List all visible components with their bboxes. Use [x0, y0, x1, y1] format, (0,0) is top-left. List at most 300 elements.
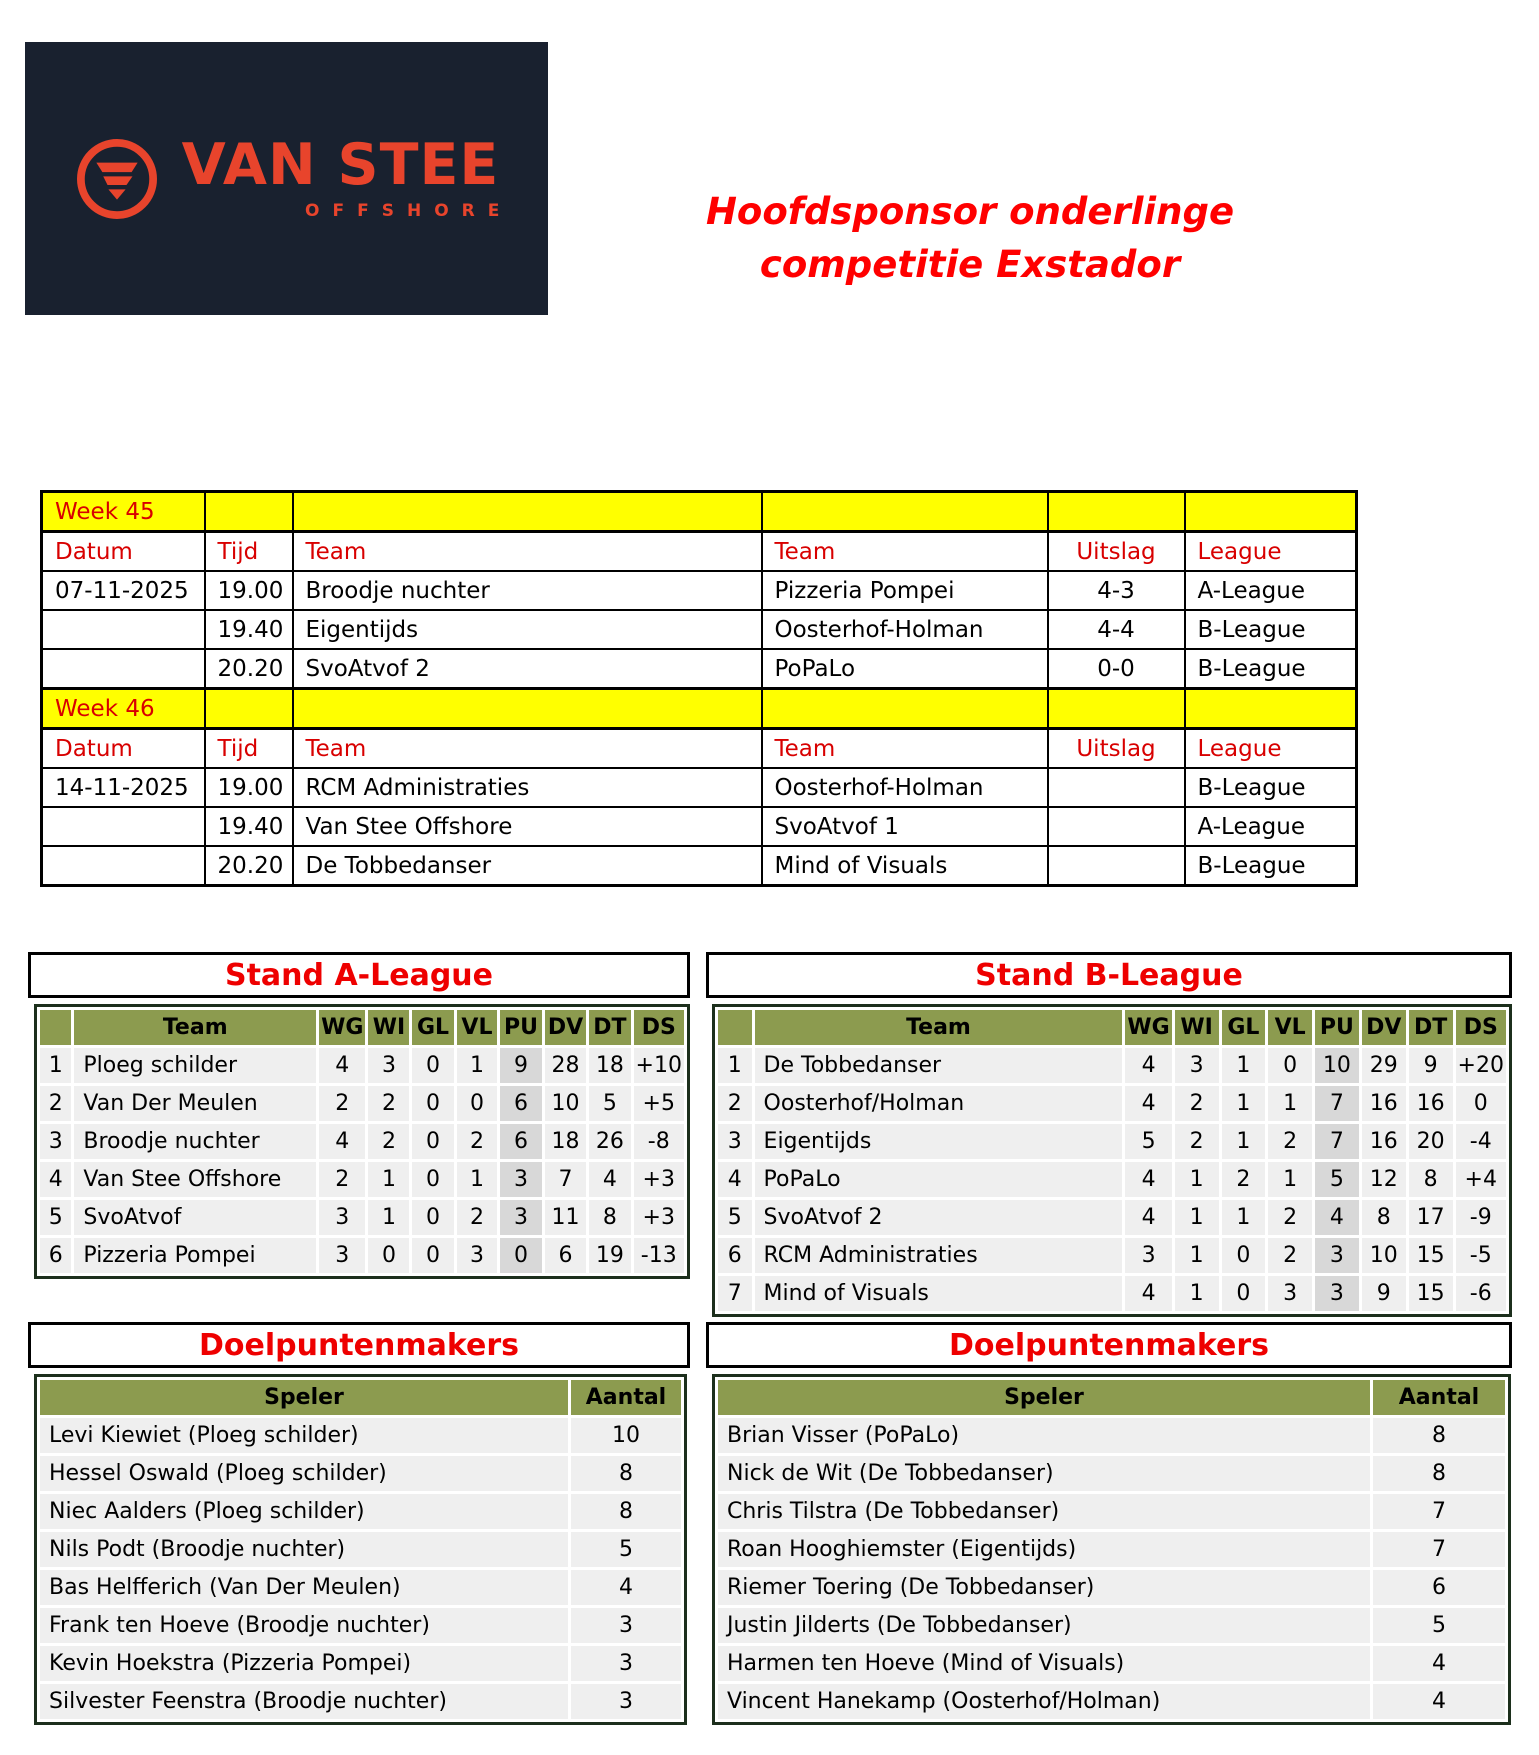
tijd-cell: 19.00 — [205, 768, 293, 807]
ds-cell: +20 — [1456, 1048, 1507, 1083]
away-team-cell: Mind of Visuals — [762, 846, 1048, 886]
standings-b-table — [715, 1007, 1509, 1314]
wi-cell: 3 — [368, 1048, 409, 1083]
position-cell: 5 — [718, 1200, 752, 1235]
wg-cell: 4 — [1125, 1200, 1171, 1235]
scorer-row — [40, 1532, 681, 1567]
scorers-header-row — [718, 1380, 1505, 1415]
standings-row — [40, 1238, 684, 1273]
col-header-wi: WI — [368, 1010, 409, 1045]
player-cell: Kevin Hoekstra (Pizzeria Pompei) — [40, 1646, 568, 1681]
goals-cell: 3 — [571, 1608, 681, 1643]
player-cell: Levi Kiewiet (Ploeg schilder) — [40, 1418, 568, 1453]
col-header-dv: DV — [1362, 1010, 1406, 1045]
col-header-aantal: Aantal — [571, 1380, 681, 1415]
league-cell: B-League — [1185, 610, 1357, 649]
vl-cell: 2 — [1268, 1238, 1312, 1273]
dt-cell: 19 — [589, 1238, 630, 1273]
wg-cell: 2 — [319, 1162, 365, 1197]
home-team-cell: Van Stee Offshore — [293, 807, 762, 846]
player-cell: Nick de Wit (De Tobbedanser) — [718, 1456, 1370, 1491]
goals-cell: 8 — [571, 1456, 681, 1491]
datum-cell — [42, 807, 205, 846]
uitslag-cell — [1048, 768, 1185, 807]
player-cell: Nils Podt (Broodje nuchter) — [40, 1532, 568, 1567]
away-team-cell: Oosterhof-Holman — [762, 610, 1048, 649]
scorer-row — [718, 1608, 1505, 1643]
col-header-pu: PU — [500, 1010, 541, 1045]
col-header-aantal: Aantal — [1373, 1380, 1505, 1415]
player-cell: Vincent Hanekamp (Oosterhof/Holman) — [718, 1684, 1370, 1719]
position-cell: 5 — [40, 1200, 71, 1235]
schedule-row — [42, 571, 1357, 610]
scorer-row — [718, 1570, 1505, 1605]
dt-cell: 20 — [1409, 1124, 1453, 1159]
wi-cell: 0 — [368, 1238, 409, 1273]
uitslag-cell: 0-0 — [1048, 649, 1185, 689]
goals-cell: 5 — [571, 1532, 681, 1567]
standings-row — [40, 1200, 684, 1235]
goals-cell: 4 — [1373, 1646, 1505, 1681]
stand-a-league-zone — [28, 1004, 690, 1322]
vl-cell: 2 — [1268, 1124, 1312, 1159]
pu-cell: 3 — [500, 1162, 541, 1197]
tijd-cell: 19.40 — [205, 610, 293, 649]
col-header-datum: Datum — [42, 532, 205, 572]
player-cell: Chris Tilstra (De Tobbedanser) — [718, 1494, 1370, 1529]
col-header-pu: PU — [1315, 1010, 1359, 1045]
standings-row — [718, 1048, 1506, 1083]
away-team-cell: PoPaLo — [762, 649, 1048, 689]
week-46-row — [42, 689, 1357, 729]
wi-cell: 1 — [1175, 1162, 1219, 1197]
standings-row — [718, 1086, 1506, 1121]
team-cell: Van Stee Offshore — [74, 1162, 316, 1197]
pu-cell: 3 — [500, 1200, 541, 1235]
wi-cell: 1 — [1175, 1276, 1219, 1311]
vl-cell: 1 — [1268, 1162, 1312, 1197]
goals-cell: 5 — [1373, 1608, 1505, 1643]
player-cell: Riemer Toering (De Tobbedanser) — [718, 1570, 1370, 1605]
dt-cell: 15 — [1409, 1238, 1453, 1273]
gl-cell: 2 — [1222, 1162, 1266, 1197]
goals-cell: 8 — [571, 1494, 681, 1529]
league-boards — [28, 952, 1539, 1729]
col-header-speler: Speler — [40, 1380, 568, 1415]
col-header-league: League — [1185, 532, 1357, 572]
player-cell: Niec Aalders (Ploeg schilder) — [40, 1494, 568, 1529]
col-header-team2: Team — [762, 532, 1048, 572]
goals-cell: 7 — [1373, 1494, 1505, 1529]
league-cell: B-League — [1185, 649, 1357, 689]
ds-cell: +5 — [634, 1086, 685, 1121]
wg-cell: 4 — [1125, 1162, 1171, 1197]
dv-cell: 11 — [545, 1200, 587, 1235]
vl-cell: 1 — [457, 1048, 498, 1083]
uitslag-cell — [1048, 846, 1185, 886]
player-cell: Harmen ten Hoeve (Mind of Visuals) — [718, 1646, 1370, 1681]
gl-cell: 0 — [412, 1238, 453, 1273]
datum-cell — [42, 649, 205, 689]
uitslag-cell: 4-4 — [1048, 610, 1185, 649]
pu-cell: 3 — [1315, 1276, 1359, 1311]
col-header-wi: WI — [1175, 1010, 1219, 1045]
wg-cell: 5 — [1125, 1124, 1171, 1159]
pu-cell: 5 — [1315, 1162, 1359, 1197]
league-cell: A-League — [1185, 571, 1357, 610]
col-header-wg: WG — [319, 1010, 365, 1045]
dv-cell: 10 — [545, 1086, 587, 1121]
week-label: Week 46 — [42, 689, 205, 729]
wi-cell: 3 — [1175, 1048, 1219, 1083]
home-team-cell: SvoAtvof 2 — [293, 649, 762, 689]
standings-row — [718, 1276, 1506, 1311]
gl-cell: 0 — [1222, 1276, 1266, 1311]
vl-cell: 2 — [457, 1200, 498, 1235]
gl-cell: 0 — [412, 1200, 453, 1235]
pu-cell: 10 — [1315, 1048, 1359, 1083]
logo-brand-text: VAN STEE — [181, 131, 500, 198]
tijd-cell: 20.20 — [205, 846, 293, 886]
dt-cell: 8 — [1409, 1162, 1453, 1197]
ds-cell: -8 — [634, 1124, 685, 1159]
team-cell: Ploeg schilder — [74, 1048, 316, 1083]
ds-cell: -6 — [1456, 1276, 1507, 1311]
home-team-cell: De Tobbedanser — [293, 846, 762, 886]
col-header-tijd: Tijd — [205, 729, 293, 769]
col-header-team: Team — [74, 1010, 316, 1045]
team-cell: Oosterhof/Holman — [755, 1086, 1123, 1121]
schedule-row — [42, 846, 1357, 886]
col-header-dv: DV — [545, 1010, 587, 1045]
scorers-a-zone — [28, 1374, 690, 1729]
home-team-cell: Eigentijds — [293, 610, 762, 649]
pu-cell: 0 — [500, 1238, 541, 1273]
away-team-cell: SvoAtvof 1 — [762, 807, 1048, 846]
goals-cell: 8 — [1373, 1456, 1505, 1491]
pu-cell: 7 — [1315, 1086, 1359, 1121]
team-cell: De Tobbedanser — [755, 1048, 1123, 1083]
dt-cell: 5 — [589, 1086, 630, 1121]
schedule-header-row — [42, 729, 1357, 769]
schedule-row — [42, 768, 1357, 807]
dv-cell: 16 — [1362, 1124, 1406, 1159]
dt-cell: 16 — [1409, 1086, 1453, 1121]
van-stee-logo — [25, 42, 548, 315]
standings-row — [40, 1086, 684, 1121]
standings-row — [40, 1124, 684, 1159]
pu-cell: 3 — [1315, 1238, 1359, 1273]
goals-cell: 7 — [1373, 1532, 1505, 1567]
tijd-cell: 19.00 — [205, 571, 293, 610]
vl-cell: 0 — [1268, 1048, 1312, 1083]
player-cell: Bas Helfferich (Van Der Meulen) — [40, 1570, 568, 1605]
col-header-league: League — [1185, 729, 1357, 769]
standings-row — [40, 1048, 684, 1083]
schedule-row — [42, 807, 1357, 846]
scorer-row — [718, 1684, 1505, 1719]
position-cell: 3 — [40, 1124, 71, 1159]
away-team-cell: Oosterhof-Holman — [762, 768, 1048, 807]
standings-row — [718, 1162, 1506, 1197]
datum-cell: 14-11-2025 — [42, 768, 205, 807]
team-cell: Pizzeria Pompei — [74, 1238, 316, 1273]
standings-row — [718, 1238, 1506, 1273]
scorers-b-table — [715, 1377, 1508, 1722]
vl-cell: 1 — [457, 1162, 498, 1197]
wg-cell: 3 — [319, 1238, 365, 1273]
team-cell: SvoAtvof — [74, 1200, 316, 1235]
vl-cell: 0 — [457, 1086, 498, 1121]
col-header-speler: Speler — [718, 1380, 1370, 1415]
goals-cell: 10 — [571, 1418, 681, 1453]
scorer-row — [40, 1418, 681, 1453]
wg-cell: 3 — [319, 1200, 365, 1235]
goals-cell: 3 — [571, 1684, 681, 1719]
page-title — [625, 186, 1315, 291]
home-team-cell: RCM Administraties — [293, 768, 762, 807]
gl-cell: 1 — [1222, 1086, 1266, 1121]
team-cell: Mind of Visuals — [755, 1276, 1123, 1311]
gl-cell: 1 — [1222, 1200, 1266, 1235]
team-cell: Van Der Meulen — [74, 1086, 316, 1121]
datum-cell: 07-11-2025 — [42, 571, 205, 610]
league-cell: A-League — [1185, 807, 1357, 846]
col-header-gl: GL — [1222, 1010, 1266, 1045]
tijd-cell: 19.40 — [205, 807, 293, 846]
wi-cell: 2 — [368, 1086, 409, 1121]
team-cell: Broodje nuchter — [74, 1124, 316, 1159]
dv-cell: 12 — [1362, 1162, 1406, 1197]
schedule-header-row — [42, 532, 1357, 572]
team-cell: RCM Administraties — [755, 1238, 1123, 1273]
vl-cell: 2 — [457, 1124, 498, 1159]
col-header-gl: GL — [412, 1010, 453, 1045]
goals-cell: 4 — [1373, 1684, 1505, 1719]
team-cell: Eigentijds — [755, 1124, 1123, 1159]
week-45-row — [42, 492, 1357, 532]
uitslag-cell: 4-3 — [1048, 571, 1185, 610]
wi-cell: 2 — [1175, 1124, 1219, 1159]
col-header-team1: Team — [293, 532, 762, 572]
wi-cell: 1 — [368, 1162, 409, 1197]
league-cell: B-League — [1185, 846, 1357, 886]
schedule-row — [42, 610, 1357, 649]
dt-cell: 26 — [589, 1124, 630, 1159]
player-cell: Silvester Feenstra (Broodje nuchter) — [40, 1684, 568, 1719]
col-header-pos — [718, 1010, 752, 1045]
scorer-row — [718, 1532, 1505, 1567]
ds-cell: -13 — [634, 1238, 685, 1273]
scorers-a-title: Doelpuntenmakers — [28, 1322, 690, 1368]
gl-cell: 0 — [412, 1124, 453, 1159]
ds-cell: -5 — [1456, 1238, 1507, 1273]
gl-cell: 1 — [1222, 1048, 1266, 1083]
player-cell: Frank ten Hoeve (Broodje nuchter) — [40, 1608, 568, 1643]
league-cell: B-League — [1185, 768, 1357, 807]
logo-subtitle-text: OFFSHORE — [305, 200, 513, 221]
position-cell: 6 — [40, 1238, 71, 1273]
col-header-datum: Datum — [42, 729, 205, 769]
wg-cell: 4 — [319, 1048, 365, 1083]
col-header-team1: Team — [293, 729, 762, 769]
ds-cell: +3 — [634, 1162, 685, 1197]
uitslag-cell — [1048, 807, 1185, 846]
ds-cell: +3 — [634, 1200, 685, 1235]
gl-cell: 0 — [412, 1048, 453, 1083]
standings-header-row — [718, 1010, 1506, 1045]
dt-cell: 18 — [589, 1048, 630, 1083]
scorer-row — [40, 1494, 681, 1529]
col-header-dt: DT — [1409, 1010, 1453, 1045]
standings-row — [40, 1162, 684, 1197]
vl-cell: 3 — [457, 1238, 498, 1273]
vl-cell: 3 — [1268, 1276, 1312, 1311]
col-header-team2: Team — [762, 729, 1048, 769]
pu-cell: 7 — [1315, 1124, 1359, 1159]
dv-cell: 6 — [545, 1238, 587, 1273]
schedule-table — [40, 490, 1358, 887]
away-team-cell: Pizzeria Pompei — [762, 571, 1048, 610]
datum-cell — [42, 846, 205, 886]
pu-cell: 6 — [500, 1086, 541, 1121]
goals-cell: 6 — [1373, 1570, 1505, 1605]
gl-cell: 0 — [412, 1086, 453, 1121]
player-cell: Hessel Oswald (Ploeg schilder) — [40, 1456, 568, 1491]
page-title-line-1: Hoofdsponsor onderlinge — [705, 190, 1235, 233]
page-title-line-2: competitie Exstador — [759, 242, 1181, 286]
position-cell: 2 — [40, 1086, 71, 1121]
col-header-pos — [40, 1010, 71, 1045]
dt-cell: 9 — [1409, 1048, 1453, 1083]
wg-cell: 4 — [319, 1124, 365, 1159]
wg-cell: 4 — [1125, 1276, 1171, 1311]
wi-cell: 2 — [368, 1124, 409, 1159]
col-header-ds: DS — [1456, 1010, 1507, 1045]
scorer-row — [718, 1646, 1505, 1681]
col-header-dt: DT — [589, 1010, 630, 1045]
ds-cell: 0 — [1456, 1086, 1507, 1121]
dv-cell: 7 — [545, 1162, 587, 1197]
col-header-team: Team — [755, 1010, 1123, 1045]
wi-cell: 1 — [368, 1200, 409, 1235]
col-header-vl: VL — [457, 1010, 498, 1045]
dt-cell: 4 — [589, 1162, 630, 1197]
ds-cell: -9 — [1456, 1200, 1507, 1235]
team-cell: SvoAtvof 2 — [755, 1200, 1123, 1235]
ds-cell: +4 — [1456, 1162, 1507, 1197]
stand-b-league-title: Stand B-League — [706, 952, 1512, 998]
home-team-cell: Broodje nuchter — [293, 571, 762, 610]
vl-cell: 1 — [1268, 1086, 1312, 1121]
position-cell: 3 — [718, 1124, 752, 1159]
scorer-row — [40, 1684, 681, 1719]
wg-cell: 4 — [1125, 1086, 1171, 1121]
position-cell: 6 — [718, 1238, 752, 1273]
scorers-a-table — [37, 1377, 684, 1722]
player-cell: Roan Hooghiemster (Eigentijds) — [718, 1532, 1370, 1567]
player-cell: Brian Visser (PoPaLo) — [718, 1418, 1370, 1453]
col-header-vl: VL — [1268, 1010, 1312, 1045]
pu-cell: 6 — [500, 1124, 541, 1159]
dt-cell: 17 — [1409, 1200, 1453, 1235]
col-header-wg: WG — [1125, 1010, 1171, 1045]
wg-cell: 3 — [1125, 1238, 1171, 1273]
scorers-b-title: Doelpuntenmakers — [706, 1322, 1512, 1368]
dt-cell: 15 — [1409, 1276, 1453, 1311]
wi-cell: 2 — [1175, 1086, 1219, 1121]
standings-header-row — [40, 1010, 684, 1045]
standings-row — [718, 1200, 1506, 1235]
gl-cell: 0 — [412, 1162, 453, 1197]
position-cell: 4 — [40, 1162, 71, 1197]
col-header-uitslag: Uitslag — [1048, 532, 1185, 572]
position-cell: 1 — [718, 1048, 752, 1083]
position-cell: 2 — [718, 1086, 752, 1121]
van-stee-funnel-icon — [74, 136, 160, 222]
ds-cell: -4 — [1456, 1124, 1507, 1159]
stand-a-league-title: Stand A-League — [28, 952, 690, 998]
standings-a-table — [37, 1007, 687, 1276]
scorers-header-row — [40, 1380, 681, 1415]
position-cell: 7 — [718, 1276, 752, 1311]
wi-cell: 1 — [1175, 1200, 1219, 1235]
dv-cell: 8 — [1362, 1200, 1406, 1235]
scorers-b-zone — [706, 1374, 1512, 1729]
dv-cell: 29 — [1362, 1048, 1406, 1083]
gl-cell: 0 — [1222, 1238, 1266, 1273]
vl-cell: 2 — [1268, 1200, 1312, 1235]
scorer-row — [718, 1418, 1505, 1453]
dv-cell: 28 — [545, 1048, 587, 1083]
scorer-row — [40, 1570, 681, 1605]
scorer-row — [40, 1608, 681, 1643]
col-header-ds: DS — [634, 1010, 685, 1045]
datum-cell — [42, 610, 205, 649]
dv-cell: 16 — [1362, 1086, 1406, 1121]
week-label: Week 45 — [42, 492, 205, 532]
wg-cell: 2 — [319, 1086, 365, 1121]
ds-cell: +10 — [634, 1048, 685, 1083]
scorer-row — [718, 1494, 1505, 1529]
dt-cell: 8 — [589, 1200, 630, 1235]
goals-cell: 3 — [571, 1646, 681, 1681]
scorer-row — [718, 1456, 1505, 1491]
pu-cell: 9 — [500, 1048, 541, 1083]
scorer-row — [40, 1456, 681, 1491]
position-cell: 1 — [40, 1048, 71, 1083]
tijd-cell: 20.20 — [205, 649, 293, 689]
schedule-row — [42, 649, 1357, 689]
goals-cell: 4 — [571, 1570, 681, 1605]
scorer-row — [40, 1646, 681, 1681]
stand-b-league-zone — [706, 1004, 1512, 1322]
header — [0, 0, 1539, 490]
position-cell: 4 — [718, 1162, 752, 1197]
goals-cell: 8 — [1373, 1418, 1505, 1453]
gl-cell: 1 — [1222, 1124, 1266, 1159]
dv-cell: 9 — [1362, 1276, 1406, 1311]
dv-cell: 18 — [545, 1124, 587, 1159]
col-header-uitslag: Uitslag — [1048, 729, 1185, 769]
team-cell: PoPaLo — [755, 1162, 1123, 1197]
pu-cell: 4 — [1315, 1200, 1359, 1235]
col-header-tijd: Tijd — [205, 532, 293, 572]
wg-cell: 4 — [1125, 1048, 1171, 1083]
standings-row — [718, 1124, 1506, 1159]
player-cell: Justin Jilderts (De Tobbedanser) — [718, 1608, 1370, 1643]
wi-cell: 1 — [1175, 1238, 1219, 1273]
